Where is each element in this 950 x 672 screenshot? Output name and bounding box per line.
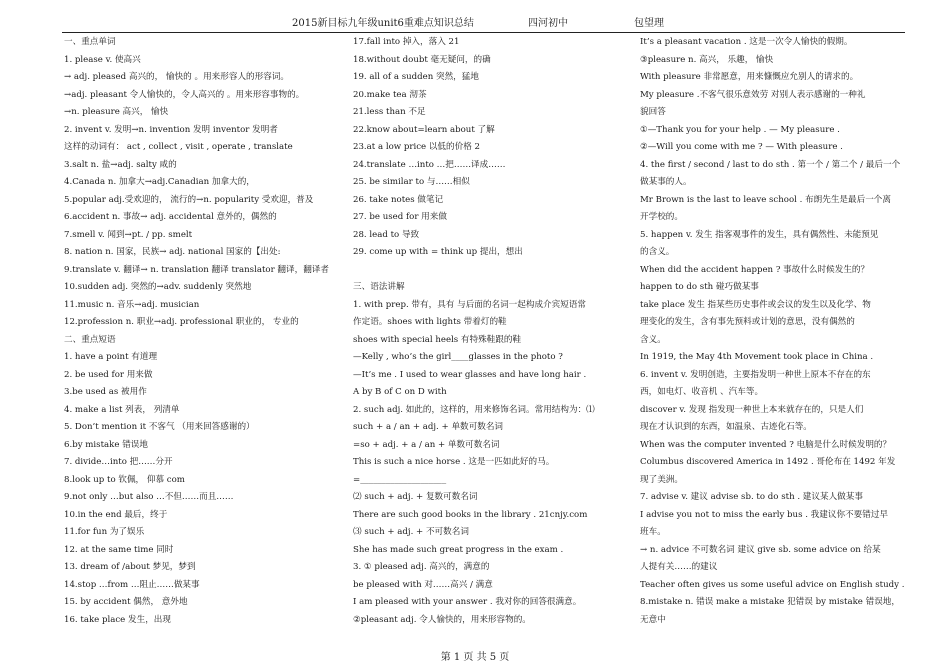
text-line: 的含义。 [640,247,675,257]
text-line: My pleasure .不客气很乐意效劳 对别人表示感谢的一种礼 [640,89,866,100]
text-line: When was the computer invented ? 电脑是什么时候发明的？ [640,439,892,450]
text-line: 25. be similar to 与……相似 [353,177,470,187]
text-line: 12.profession n. 职业→adj. professional 职业的， 专业的 [64,317,299,327]
text-line: I advise you not to miss the early bus . 我建议你不要错过早 [640,509,889,520]
text-line: 7. advise v. 建议 advise sb. to do sth . 建议某人做某事 [640,492,863,502]
text-line: 20.make tea 沏茶 [353,89,427,100]
text-line: She has made such great progress in the exam . [353,544,564,555]
text-line: In 1919, the May 4th Movement took place in China . [640,352,874,362]
text-line: 5.popular adj.受欢迎的， 流行的→n. popularity 受欢迎，普及 [64,194,314,205]
text-line: 23.at a low price 以低的价格 2 [353,142,480,152]
text-line: ⑶ such + adj. + 不可数名词 [353,527,469,537]
text-line: Teacher often gives us some useful advice on English study . [640,579,905,590]
text-line: 现在才认识到的东西，如温泉、古迹化石等。 [640,422,812,432]
text-line: ②pleasant adj. 令人愉快的，用来形容物的。 [353,614,531,625]
text-line: 二、重点短语 [64,334,116,345]
text-line: →adj. pleasant 令人愉快的，令人高兴的 。用来形容事物的。 [64,89,305,100]
text-line: 三、语法讲解 [353,282,405,292]
text-line: such + a / an + adj. + 单数可数名词 [353,422,504,432]
text-line: 5. happen v. 发生 指客观事件的发生，具有偶然性、未能预见 [640,229,879,240]
text-line: 7.smell v. 闻到→pt. / pp. smelt [64,229,193,240]
page-footer: 第 1 页 共 5 页 [440,652,510,663]
text-line: 含义。 [640,334,666,345]
text-line: 13. dream of /about 梦见，梦到 [64,562,196,572]
text-line: 26. take notes 做笔记 [353,194,444,205]
text-line: 4.Canada n. 加拿大→adj.Canadian 加拿大的， [64,177,255,187]
text-line: take place 发生 指某些历史事件或会议的发生以及化学、物 [640,299,871,310]
text-line: 22.know about=learn about 了解 [353,124,495,135]
text-line: 3. ① pleased adj. 高兴的，满意的 [353,562,490,572]
school-name: 四河初中 [528,18,568,29]
text-line: 24.translate …into …把……译成…… [353,159,506,170]
text-line: When did the accident happen ? 事故什么时候发生的？ [640,264,870,275]
column-left [64,34,336,629]
text-line: This is such a nice horse . 这是一匹如此好的马。 [353,457,555,467]
column-right [640,34,910,629]
text-line: 2. such adj. 如此的，这样的，用来修饰名词。常用结构为：⑴ [353,404,595,415]
text-line: 一、重点单词 [64,37,116,47]
text-line: 9.translate v. 翻译→ n. translation 翻译 translator 翻译，翻译者 [64,264,329,275]
text-line: 1. have a point 有道理 [64,352,158,362]
text-line: 貌回答 [640,107,666,117]
text-line: 做某事的人。 [640,177,692,187]
text-line: ③pleasure n. 高兴， 乐趣， 愉快 [640,54,774,65]
text-line [353,262,631,280]
document-title: 2015新目标九年级unit6重难点知识总结 [292,18,474,29]
text-line: 7. divide…into 把……分开 [64,457,173,467]
text-line: discover v. 发现 指发现一种世上本来就存在的，只是人们 [640,404,864,415]
text-line: 人提有关……的建议 [640,562,718,572]
text-line: 1. please v. 使高兴 [64,54,141,65]
text-line: ①—Thank you for your help . — My pleasure . [640,124,840,135]
text-line: 3.salt n. 盐→adj. salty 咸的 [64,159,177,170]
text-line: → adj. pleased 高兴的， 愉快的 。用来形容人的形容词。 [64,72,290,82]
text-line: 现了美洲。 [640,474,683,485]
text-line: 4. make a list 列表， 列清单 [64,404,180,415]
text-line: 10.in the end 最后，终于 [64,509,168,520]
text-line: 班车。 [640,527,666,537]
text-line: 17.fall into 掉入，落入 21 [353,37,460,47]
text-line: 11.music n. 音乐→adj. musician [64,299,200,310]
text-line: 14.stop …from …阻止……做某事 [64,579,200,590]
text-line: 无意中 [640,614,666,625]
text-line: 作定语。shoes with lights 带着灯的鞋 [353,317,507,327]
text-line: =____________________ [353,474,447,485]
text-line: 6. invent v. 发明创造，主要指发明一种世上原本不存在的东 [640,369,871,380]
text-line: 理变化的发生，含有事先预料或计划的意思，没有偶然的 [640,317,855,327]
text-line: A by B of C on D with [353,387,447,397]
text-line: —Kelly , who’s the girl____glasses in the photo ? [353,352,563,362]
text-line: 6.accident n. 事故→ adj. accidental 意外的，偶然的 [64,212,277,222]
text-line: Columbus discovered America in 1492 . 哥伦布在 1492 年发 [640,457,896,467]
text-line: 27. be used for 用来做 [353,212,447,222]
page-header [0,17,950,31]
text-line: With pleasure 非常愿意，用来慷慨应允别人的请求的。 [640,72,859,82]
text-line: 29. come up with = think up 提出，想出 [353,247,523,257]
text-line: 12. at the same time 同时 [64,544,174,555]
header-rule [62,32,905,33]
text-line: 19. all of a sudden 突然，猛地 [353,72,479,82]
text-line: 9.not only …but also …不但……而且…… [64,492,234,502]
text-line: 1. with prep. 带有，具有 与后面的名词一起构成介宾短语常 [353,299,587,310]
text-line: → n. advice 不可数名词 建议 give sb. some advice on 给某 [640,544,881,555]
text-line: 开学校的。 [640,212,683,222]
text-line: I am pleased with your answer . 我对你的回答很满意。 [353,597,582,607]
text-line: 3.be used as 被用作 [64,387,147,397]
text-line: 这样的动词有： act , collect , visit , operate , translate [64,142,293,152]
text-line: 28. lead to 导致 [353,229,420,240]
text-line: —It’s me . I used to wear glasses and have long hair . [353,369,587,380]
text-line: Mr Brown is the last to leave school . 布朗先生是最后一个离 [640,194,891,205]
text-line: 2. be used for 用来做 [64,369,153,380]
text-line: 2. invent v. 发明→n. invention 发明 inventor 发明者 [64,124,278,135]
text-line: There are such good books in the library . 21cnjy.com [353,509,588,520]
text-line: 8.look up to 钦佩， 仰慕 com [64,474,185,485]
column-middle [353,34,631,629]
text-line: 15. by accident 偶然， 意外地 [64,597,188,607]
text-line: 8. nation n. 国家，民族→ adj. national 国家的【出处: [64,247,281,257]
text-line: ②—Will you come with me ? — With pleasure . [640,142,843,152]
text-line: 6.by mistake 错误地 [64,439,148,450]
text-line: 16. take place 发生，出现 [64,614,171,625]
text-line: →n. pleasure 高兴， 愉快 [64,107,169,117]
text-line: 西，如电灯、收音机 、汽车等。 [640,387,764,397]
text-line: 5. Don’t mention it 不客气 （用来回答感谢的） [64,422,255,432]
text-line: =so + adj. + a / an + 单数可数名词 [353,439,500,450]
text-line: It’s a pleasant vacation . 这是一次令人愉快的假期。 [640,37,853,47]
text-line: be pleased with 对……高兴 / 满意 [353,579,493,590]
author-name: 包望理 [634,18,664,29]
text-line: happen to do sth 碰巧做某事 [640,282,759,292]
text-line: 8.mistake n. 错误 make a mistake 犯错误 by mistake 错误地， [640,597,900,607]
text-line: 10.sudden adj. 突然的→adv. suddenly 突然地 [64,282,252,292]
text-line: 11.for fun 为了娱乐 [64,527,145,537]
text-line: shoes with special heels 有特殊鞋跟的鞋 [353,334,522,345]
text-line: 21.less than 不足 [353,107,426,117]
text-line: ⑵ such + adj. + 复数可数名词 [353,492,478,502]
text-line: 18.without doubt 毫无疑问，的确 [353,54,491,65]
text-line: 4. the first / second / last to do sth . 第一个 / 第二个 / 最后一个 [640,159,901,170]
